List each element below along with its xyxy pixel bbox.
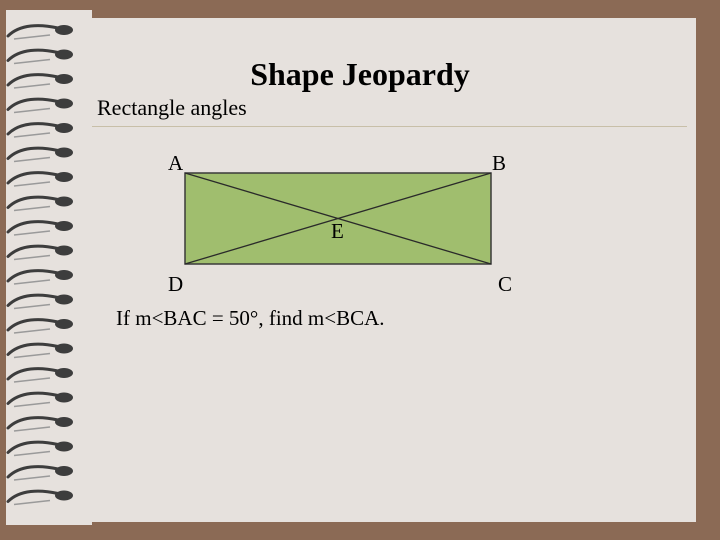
slide-subtitle: Rectangle angles [97, 95, 247, 120]
vertex-label-d: D [168, 272, 184, 296]
question-text: If m<BAC = 50°, find m<BCA. [116, 306, 385, 330]
vertex-label-b: B [492, 151, 507, 175]
vertex-label-a: A [168, 151, 184, 175]
vertex-label-c: C [498, 272, 513, 296]
intersection-label-e: E [331, 219, 344, 243]
slide-title: Shape Jeopardy [250, 56, 470, 92]
